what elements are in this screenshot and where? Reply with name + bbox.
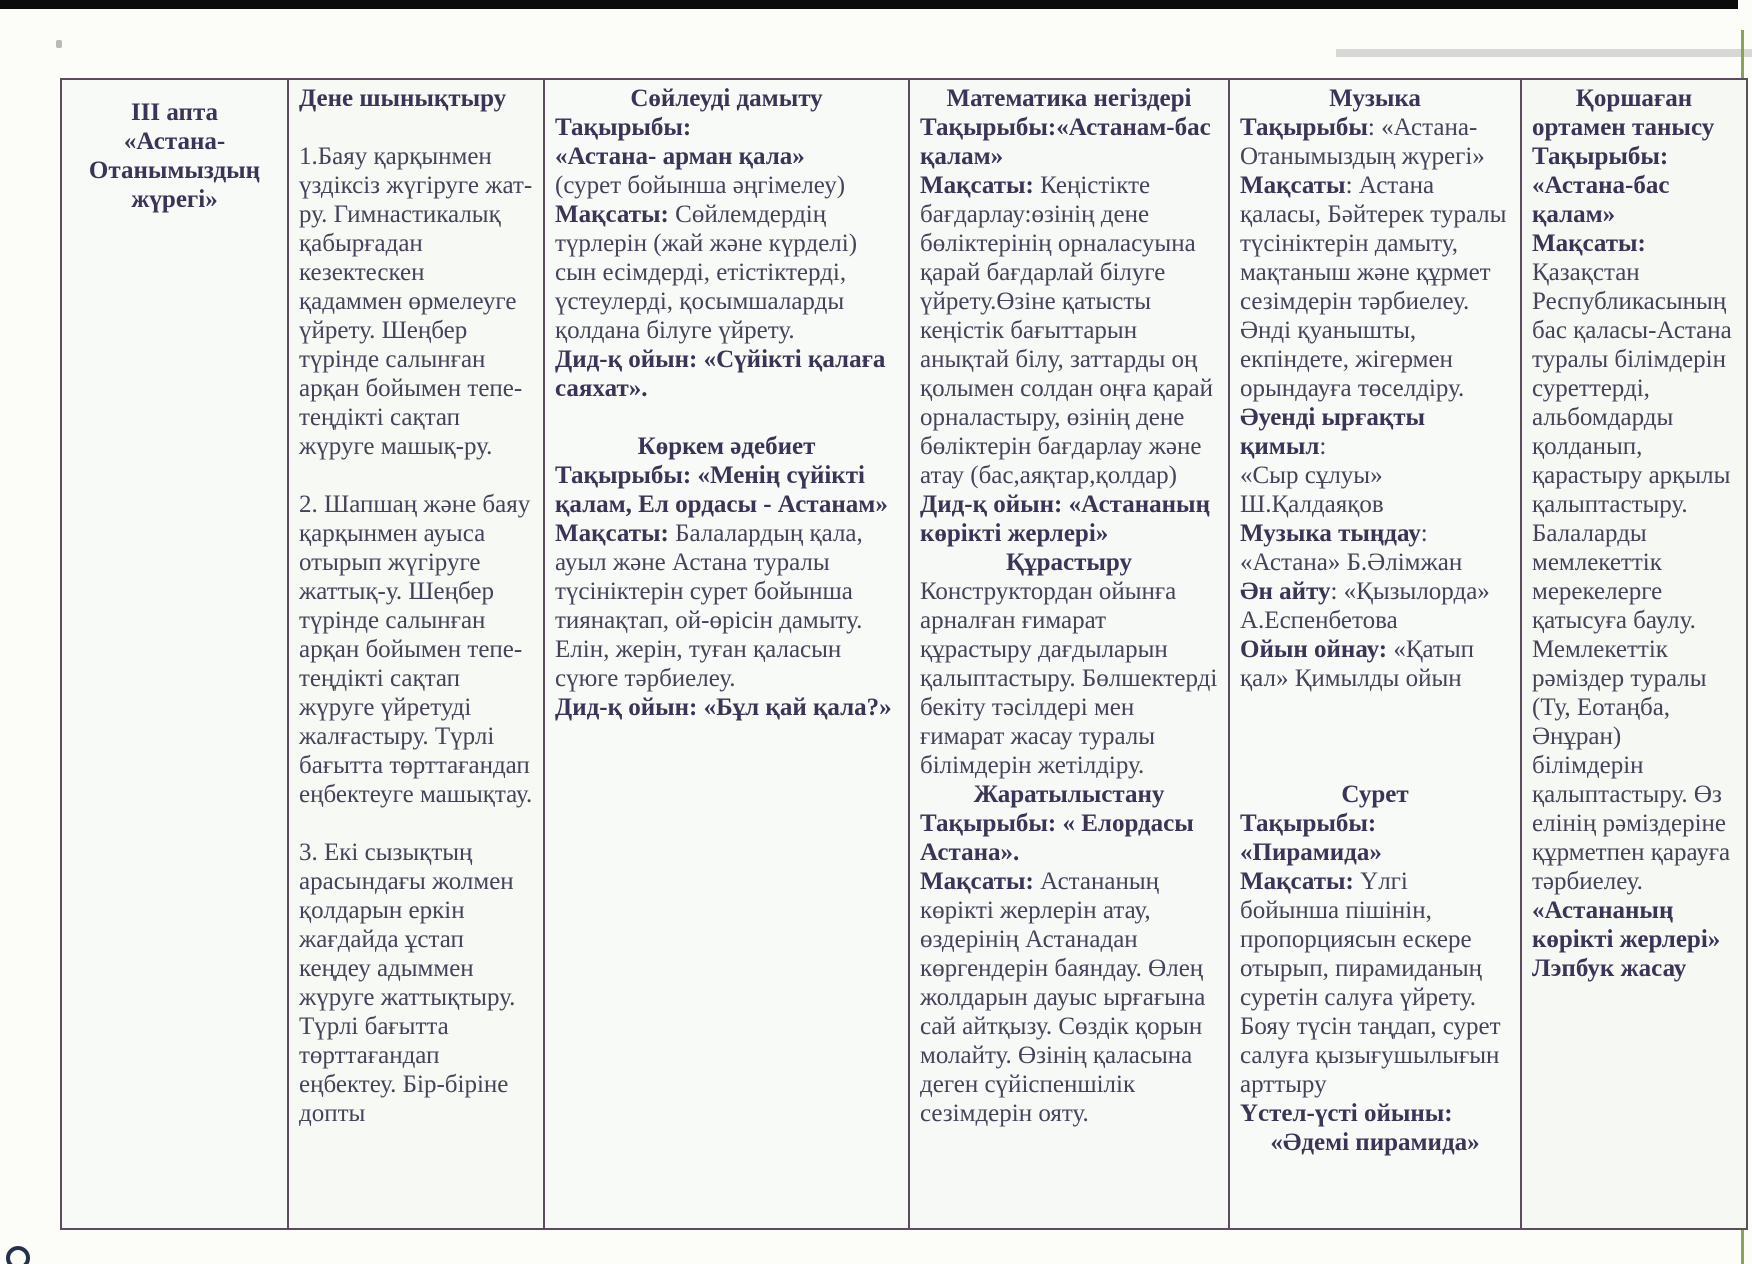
text-run: (сурет бойынша әңгімелеу) <box>555 172 846 199</box>
paragraph <box>72 127 277 156</box>
bold-text-run: көрікті жерлері» <box>1532 926 1721 953</box>
bold-text-run: Мақсаты: <box>920 868 1034 895</box>
cell-music <box>1230 80 1522 1228</box>
paragraph <box>299 838 533 1128</box>
text-run: : «Астана-Отанымыздың жүрегі» <box>1240 114 1485 170</box>
paragraph <box>72 156 277 185</box>
paragraph <box>1240 461 1510 490</box>
text-run: А.Еспенбетова <box>1240 607 1398 634</box>
text-run: Сөйлемдердің түрлерін (жай және күрделі) сын есімдерді, етістіктерді, үстеулерді, қосымшаларды қолдана білуге үйрету. <box>555 201 858 344</box>
bold-text-run: Мақсаты: <box>555 520 669 547</box>
bold-text-run: «Астана-бас <box>1532 172 1670 199</box>
cell-physical-education <box>289 80 545 1228</box>
paragraph <box>1240 548 1510 577</box>
paragraph <box>1532 896 1736 925</box>
paragraph <box>1240 780 1510 809</box>
blank-line <box>1240 693 1510 722</box>
paragraph <box>1532 84 1736 113</box>
bold-text-run: Мақсаты: <box>555 201 669 228</box>
paragraph <box>1240 403 1510 461</box>
paragraph <box>1240 867 1510 1099</box>
blank-line <box>299 113 533 142</box>
paragraph <box>1240 171 1510 403</box>
paragraph <box>555 113 898 142</box>
text-run: Қазақстан Республикасының бас қаласы-Астана туралы білімдерін суреттерді, альбомдарды қолданып, қарастыру арқылы қалыптастыру. Балаларды мемлекеттік мерекелерге қатысуға баулу. Мемлекеттік рәміздер туралы (Ту, Еотаңба, Әнұран) білімдерін қалыптастыру. Өз елінің рәміздеріне құрметпен қарауға тәрбиелеу. <box>1532 259 1732 895</box>
scan-artifact-speck <box>56 40 62 48</box>
bold-text-run: Сөйлеуді дамыту <box>630 85 823 112</box>
text-run: Астананың көрікті жерлерін атау, өздерінің Астанадан көргендерін баяндау. Өлең жолдарын дауыс ырғағына сай айтқызу. Сөздік қорын молайту. Өзінің қаласына деген сүйіспеншілік сезімдерін ояту. <box>920 868 1206 1127</box>
bold-text-run: Ән айту <box>1240 578 1331 605</box>
bold-text-run: Қоршаған <box>1575 85 1693 112</box>
paragraph <box>1240 84 1510 113</box>
bold-text-run: Жаратылыстану <box>973 781 1165 808</box>
paragraph <box>1532 258 1736 896</box>
paragraph <box>1532 229 1736 258</box>
text-run: «Қатып қал» Қимылды ойын <box>1240 636 1475 692</box>
blank-line <box>555 403 898 432</box>
text-run: Конструктордан ойынға арналған ғимарат құрастыру дағдыларын қалыптастыру. Бөлшектерді бекіту тәсілдері мен ғимарат жасау туралы білімдерін жетілдіру. <box>920 578 1218 779</box>
paragraph <box>920 577 1218 780</box>
paragraph <box>1240 635 1510 693</box>
bold-text-run: Үстел-үсті ойыны: <box>1240 1100 1453 1127</box>
paragraph <box>1240 606 1510 635</box>
bold-text-run: Дене шынықтыру <box>299 85 507 112</box>
paragraph <box>920 809 1218 867</box>
paragraph <box>555 461 898 519</box>
paragraph <box>1532 200 1736 229</box>
paragraph <box>299 142 533 461</box>
bold-text-run: Тақырыбы: « Елордасы Астана». <box>920 810 1194 866</box>
paragraph <box>920 171 1218 490</box>
bold-text-run: «Астана- <box>123 128 226 155</box>
paragraph <box>555 171 898 200</box>
paragraph <box>299 490 533 809</box>
bold-text-run: Мақсаты <box>1240 172 1346 199</box>
paragraph <box>555 519 898 693</box>
paragraph <box>555 432 898 461</box>
paragraph <box>1532 954 1736 983</box>
paragraph <box>920 490 1218 548</box>
paragraph <box>555 142 898 171</box>
paragraph <box>1240 1099 1510 1128</box>
cell-math-basics <box>910 80 1230 1228</box>
bold-text-run: Тақырыбы <box>1240 114 1368 141</box>
paragraph <box>920 780 1218 809</box>
bold-text-run: Көркем әдебиет <box>637 433 816 460</box>
bold-text-run: Тақырыбы: <box>1240 810 1377 837</box>
text-run: «Астана» Б.Әлімжан <box>1240 549 1463 576</box>
text-run: : «Қызылорда» <box>1330 578 1490 605</box>
scan-artifact-bottom-mark <box>6 1246 30 1264</box>
text-run: 2. Шапшаң және баяу қарқынмен ауыса отырып жүгіруге жаттық-у. Шеңбер түрінде салынған арқан бойымен тепе-теңдікті сақтап жүруге үйретуді жалғастыру. Түрлі бағытта төрттағандап еңбектеуге машықтау. <box>299 491 533 808</box>
bold-text-run: «Әдемі пирамида» <box>1270 1129 1480 1156</box>
weekly-plan-table <box>60 78 1748 1230</box>
paragraph <box>920 113 1218 171</box>
paragraph <box>920 548 1218 577</box>
cell-speech-development <box>545 80 910 1228</box>
bold-text-run: Лэпбук жасау <box>1532 955 1687 982</box>
paragraph <box>920 84 1218 113</box>
bold-text-run: Тақырыбы: <box>1532 143 1669 170</box>
bold-text-run: Мақсаты: <box>920 172 1034 199</box>
paragraph <box>1240 809 1510 838</box>
paragraph <box>555 200 898 345</box>
scan-artifact-top-bar <box>0 0 1738 9</box>
bold-text-run: Құрастыру <box>1005 549 1132 576</box>
blank-line <box>299 809 533 838</box>
bold-text-run: жүрегі» <box>131 186 218 213</box>
bold-text-run: Дид-қ ойын: «Бұл қай қала?» <box>555 694 892 721</box>
paragraph <box>920 867 1218 1128</box>
text-run: 3. Екі сызықтың арасындағы жолмен қолдарын еркін жағдайда ұстап кеңдеу адыммен жүруге жаттықтыру. Түрлі бағытта төрттағандап еңбектеу. Бір-біріне допты <box>299 839 516 1127</box>
text-run: «Сыр сұлуы» <box>1240 462 1383 489</box>
cell-environment-familiarization <box>1522 80 1746 1228</box>
blank-line <box>1240 751 1510 780</box>
bold-text-run: Тақырыбы: <box>555 114 692 141</box>
bold-text-run: Тақырыбы:«Астанам-бас қалам» <box>920 114 1211 170</box>
bold-text-run: III апта <box>130 99 219 126</box>
bold-text-run: Сурет <box>1341 781 1409 808</box>
paragraph <box>1532 113 1736 142</box>
paragraph <box>555 345 898 403</box>
paragraph <box>299 84 533 113</box>
bold-text-run: қалам» <box>1532 201 1616 228</box>
bold-text-run: «Астананың <box>1532 897 1674 924</box>
bold-text-run: Мақсаты: <box>1532 230 1646 257</box>
paragraph <box>1532 142 1736 171</box>
bold-text-run: Ойын ойнау: <box>1240 636 1388 663</box>
paragraph <box>1240 577 1510 606</box>
bold-text-run: Дид-қ ойын: «Астананың көрікті жерлері» <box>920 491 1210 547</box>
paragraph <box>1240 1128 1510 1157</box>
paragraph <box>1240 519 1510 548</box>
bold-text-run: Әуенді ырғақты қимыл <box>1240 404 1426 460</box>
week-title-cell <box>62 80 289 1228</box>
text-run: Кеңістікте бағдарлау:өзінің дене бөліктерінің орналасуына қарай бағдарлай білуге үйрету.Өзіне қатысты кеңістік бағыттарын анықтай білу, заттарды оң қолымен солдан оңға қарай орналастыру, өзінің дене бөліктерін бағдарлау және атау (бас,аяқтар,қолдар) <box>920 172 1214 489</box>
paragraph <box>72 98 277 127</box>
paragraph <box>1240 113 1510 171</box>
text-run: : Астана қаласы, Бәйтерек туралы түсініктерін дамыту, мақтаныш және құрмет сезімдерін тәрбиелеу. Әнді қуанышты, екпіндете, жігермен орындауға төселдіру. <box>1240 172 1507 402</box>
bold-text-run: Отанымыздың <box>88 157 261 184</box>
bold-text-run: «Пирамида» <box>1240 839 1382 866</box>
bold-text-run: Математика негіздері <box>946 85 1192 112</box>
text-run: Ш.Қалдаяқов <box>1240 491 1384 518</box>
paragraph <box>1532 171 1736 200</box>
text-run: Балалардың қала, ауыл және Астана туралы түсініктерін сурет бойынша тиянақтап, ой-өрісін дамыту. Елін, жерін, туған қаласын сүюге тәрбиелеу. <box>555 520 863 692</box>
scan-artifact-gray-streak <box>1336 49 1752 57</box>
blank-line <box>1240 722 1510 751</box>
text-run: : <box>1319 433 1327 460</box>
bold-text-run: «Астана- арман қала» <box>555 143 805 170</box>
bold-text-run: ортамен танысу <box>1532 114 1715 141</box>
bold-text-run: Дид-қ ойын: «Сүйікті қалаға саяхат». <box>555 346 886 402</box>
blank-line <box>299 461 533 490</box>
paragraph <box>555 84 898 113</box>
bold-text-run: Тақырыбы: «Менің сүйікті қалам, Ел ордасы - Астанам» <box>555 462 888 518</box>
text-run: : <box>1420 520 1428 547</box>
paragraph <box>72 185 277 214</box>
text-run: Үлгі бойынша пішінін, пропорциясын ескере отырып, пирамиданың суретін салуға үйрету. Бояу түсін таңдап, сурет салуға қызығушылығын арттыру <box>1240 868 1501 1098</box>
bold-text-run: Музыка <box>1329 85 1421 112</box>
paragraph <box>555 693 898 722</box>
paragraph <box>1240 838 1510 867</box>
bold-text-run: Музыка тыңдау <box>1240 520 1421 547</box>
bold-text-run: Мақсаты: <box>1240 868 1354 895</box>
paragraph <box>1240 490 1510 519</box>
paragraph <box>1532 925 1736 954</box>
text-run: 1.Баяу қарқынмен үздіксіз жүгіруге жат-ру. Гимнастикалық қабырғадан кезектескен қадаммен өрмелеуге үйрету. Шеңбер түрінде салынған арқан бойымен тепе-теңдікті сақтап жүруге машық-ру. <box>299 143 533 460</box>
